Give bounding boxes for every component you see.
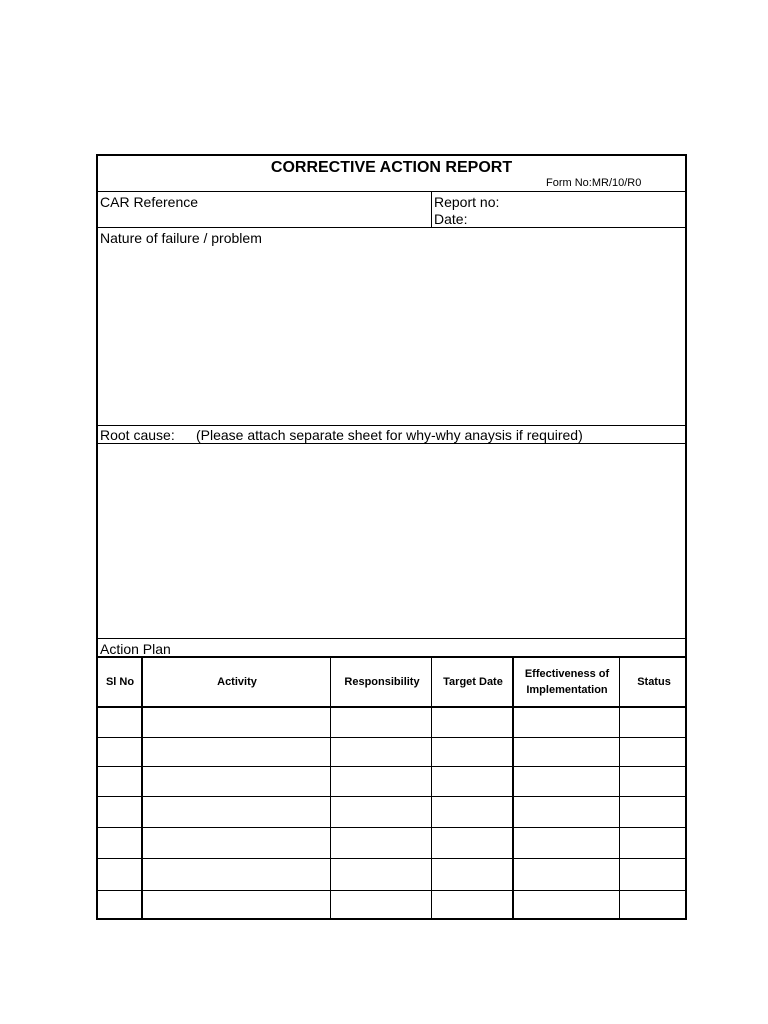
table-row-divider xyxy=(98,766,685,767)
report-no-label: Report no: xyxy=(434,194,500,210)
table-column-divider xyxy=(330,656,331,918)
table-row-divider xyxy=(98,706,685,708)
nature-of-failure-label: Nature of failure / problem xyxy=(100,230,262,246)
table-column-divider xyxy=(619,656,620,918)
form-title: CORRECTIVE ACTION REPORT xyxy=(270,159,513,176)
divider xyxy=(431,191,432,227)
date-label: Date: xyxy=(434,211,468,227)
table-row-divider xyxy=(98,737,685,738)
column-header-target-date: Target Date xyxy=(443,676,503,688)
form-number: Form No:MR/10/R0 xyxy=(546,177,642,189)
table-row-divider xyxy=(98,890,685,891)
car-reference-label: CAR Reference xyxy=(100,194,199,210)
table-row-divider xyxy=(98,858,685,859)
column-header-responsibility: Responsibility xyxy=(344,676,420,688)
table-row-divider xyxy=(98,827,685,828)
divider xyxy=(98,191,685,192)
action-plan-label: Action Plan xyxy=(100,641,171,657)
corrective-action-form xyxy=(96,154,687,920)
root-cause-label: Root cause: xyxy=(100,427,175,443)
table-column-divider xyxy=(512,656,514,918)
root-cause-note: (Please attach separate sheet for why-why anaysis if required) xyxy=(196,427,583,443)
divider xyxy=(98,443,685,444)
column-header-effectiveness: Effectiveness of Implementation xyxy=(524,668,610,696)
table-row-divider xyxy=(98,796,685,797)
table-column-divider xyxy=(431,656,432,918)
column-header-activity: Activity xyxy=(217,676,257,688)
column-header-status: Status xyxy=(637,676,671,688)
divider xyxy=(98,425,685,426)
column-header-sl-no: Sl No xyxy=(105,676,135,688)
divider xyxy=(98,638,685,639)
table-column-divider xyxy=(141,656,143,918)
divider xyxy=(98,227,685,228)
